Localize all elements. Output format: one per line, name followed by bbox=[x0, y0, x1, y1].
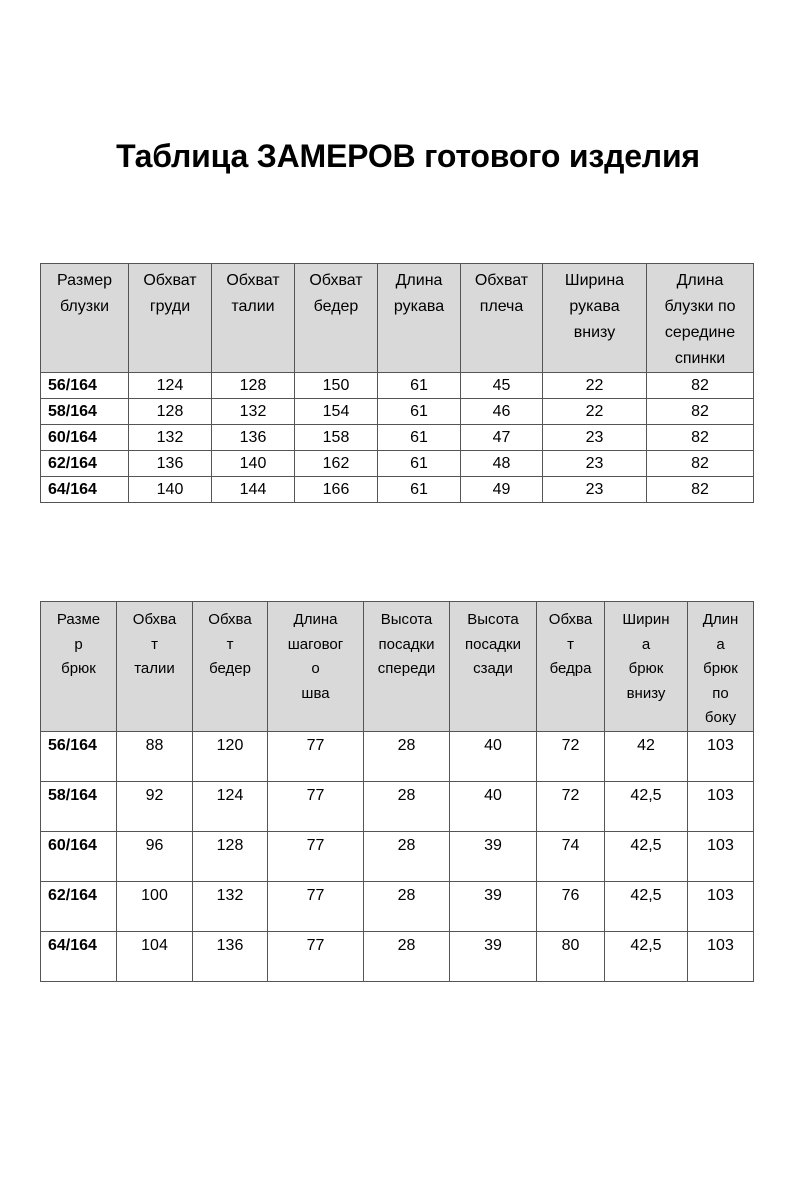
value-cell: 77 bbox=[268, 831, 364, 881]
value-cell: 103 bbox=[688, 881, 754, 931]
column-header: Высота посадки спереди bbox=[364, 602, 450, 732]
value-cell: 103 bbox=[688, 781, 754, 831]
value-cell: 132 bbox=[212, 399, 295, 425]
value-cell: 92 bbox=[117, 781, 193, 831]
value-cell: 45 bbox=[461, 373, 543, 399]
value-cell: 28 bbox=[364, 831, 450, 881]
table-row bbox=[41, 781, 754, 831]
value-cell: 42,5 bbox=[605, 931, 688, 981]
blouse-measurements-table bbox=[40, 263, 754, 503]
table-header-row bbox=[41, 264, 754, 373]
value-cell: 77 bbox=[268, 731, 364, 781]
value-cell: 82 bbox=[647, 477, 754, 503]
value-cell: 124 bbox=[193, 781, 268, 831]
value-cell: 48 bbox=[461, 451, 543, 477]
value-cell: 132 bbox=[193, 881, 268, 931]
table-row bbox=[41, 831, 754, 881]
value-cell: 61 bbox=[378, 373, 461, 399]
value-cell: 82 bbox=[647, 373, 754, 399]
value-cell: 128 bbox=[212, 373, 295, 399]
size-cell: 60/164 bbox=[41, 831, 117, 881]
size-cell: 64/164 bbox=[41, 477, 129, 503]
value-cell: 61 bbox=[378, 451, 461, 477]
value-cell: 22 bbox=[543, 399, 647, 425]
value-cell: 39 bbox=[450, 881, 537, 931]
value-cell: 61 bbox=[378, 399, 461, 425]
value-cell: 23 bbox=[543, 425, 647, 451]
value-cell: 40 bbox=[450, 781, 537, 831]
value-cell: 28 bbox=[364, 881, 450, 931]
value-cell: 103 bbox=[688, 931, 754, 981]
size-cell: 56/164 bbox=[41, 373, 129, 399]
column-header: Длина шаговог о шва bbox=[268, 602, 364, 732]
value-cell: 72 bbox=[537, 781, 605, 831]
size-cell: 62/164 bbox=[41, 881, 117, 931]
value-cell: 166 bbox=[295, 477, 378, 503]
value-cell: 40 bbox=[450, 731, 537, 781]
value-cell: 103 bbox=[688, 831, 754, 881]
value-cell: 28 bbox=[364, 931, 450, 981]
value-cell: 124 bbox=[129, 373, 212, 399]
table-row bbox=[41, 731, 754, 781]
value-cell: 150 bbox=[295, 373, 378, 399]
column-header: Обхват груди bbox=[129, 264, 212, 373]
value-cell: 128 bbox=[193, 831, 268, 881]
table-row bbox=[41, 931, 754, 981]
value-cell: 154 bbox=[295, 399, 378, 425]
value-cell: 140 bbox=[212, 451, 295, 477]
value-cell: 144 bbox=[212, 477, 295, 503]
value-cell: 61 bbox=[378, 425, 461, 451]
value-cell: 82 bbox=[647, 399, 754, 425]
table-row bbox=[41, 451, 754, 477]
value-cell: 42,5 bbox=[605, 881, 688, 931]
value-cell: 61 bbox=[378, 477, 461, 503]
value-cell: 42 bbox=[605, 731, 688, 781]
column-header: Размер блузки bbox=[41, 264, 129, 373]
value-cell: 28 bbox=[364, 731, 450, 781]
column-header: Обхва т бедер bbox=[193, 602, 268, 732]
size-cell: 60/164 bbox=[41, 425, 129, 451]
size-cell: 56/164 bbox=[41, 731, 117, 781]
table-header-row bbox=[41, 602, 754, 732]
value-cell: 23 bbox=[543, 477, 647, 503]
value-cell: 132 bbox=[129, 425, 212, 451]
table-row bbox=[41, 425, 754, 451]
value-cell: 82 bbox=[647, 425, 754, 451]
value-cell: 47 bbox=[461, 425, 543, 451]
value-cell: 77 bbox=[268, 931, 364, 981]
value-cell: 136 bbox=[212, 425, 295, 451]
value-cell: 158 bbox=[295, 425, 378, 451]
size-cell: 64/164 bbox=[41, 931, 117, 981]
value-cell: 88 bbox=[117, 731, 193, 781]
column-header: Обхват плеча bbox=[461, 264, 543, 373]
value-cell: 49 bbox=[461, 477, 543, 503]
value-cell: 28 bbox=[364, 781, 450, 831]
table-row bbox=[41, 373, 754, 399]
column-header: Высота посадки сзади bbox=[450, 602, 537, 732]
value-cell: 76 bbox=[537, 881, 605, 931]
trousers-measurements-table bbox=[40, 601, 754, 982]
value-cell: 77 bbox=[268, 881, 364, 931]
value-cell: 42,5 bbox=[605, 781, 688, 831]
value-cell: 136 bbox=[129, 451, 212, 477]
table-row bbox=[41, 881, 754, 931]
column-header: Обхват талии bbox=[212, 264, 295, 373]
value-cell: 136 bbox=[193, 931, 268, 981]
value-cell: 96 bbox=[117, 831, 193, 881]
column-header: Ширин а брюк внизу bbox=[605, 602, 688, 732]
size-cell: 58/164 bbox=[41, 781, 117, 831]
value-cell: 74 bbox=[537, 831, 605, 881]
value-cell: 128 bbox=[129, 399, 212, 425]
value-cell: 72 bbox=[537, 731, 605, 781]
column-header: Обхват бедер bbox=[295, 264, 378, 373]
size-cell: 58/164 bbox=[41, 399, 129, 425]
value-cell: 120 bbox=[193, 731, 268, 781]
value-cell: 104 bbox=[117, 931, 193, 981]
column-header: Длина блузки по середине спинки bbox=[647, 264, 754, 373]
value-cell: 39 bbox=[450, 931, 537, 981]
value-cell: 103 bbox=[688, 731, 754, 781]
value-cell: 39 bbox=[450, 831, 537, 881]
table-row bbox=[41, 399, 754, 425]
value-cell: 77 bbox=[268, 781, 364, 831]
value-cell: 23 bbox=[543, 451, 647, 477]
table-row bbox=[41, 477, 754, 503]
column-header: Обхва т бедра bbox=[537, 602, 605, 732]
value-cell: 80 bbox=[537, 931, 605, 981]
value-cell: 46 bbox=[461, 399, 543, 425]
value-cell: 42,5 bbox=[605, 831, 688, 881]
value-cell: 100 bbox=[117, 881, 193, 931]
value-cell: 162 bbox=[295, 451, 378, 477]
value-cell: 82 bbox=[647, 451, 754, 477]
value-cell: 22 bbox=[543, 373, 647, 399]
page-title: Таблица ЗАМЕРОВ готового изделия bbox=[116, 138, 700, 174]
column-header: Длина рукава bbox=[378, 264, 461, 373]
column-header: Разме р брюк bbox=[41, 602, 117, 732]
size-cell: 62/164 bbox=[41, 451, 129, 477]
column-header: Ширина рукава внизу bbox=[543, 264, 647, 373]
value-cell: 140 bbox=[129, 477, 212, 503]
column-header: Длин а брюк по боку bbox=[688, 602, 754, 732]
column-header: Обхва т талии bbox=[117, 602, 193, 732]
